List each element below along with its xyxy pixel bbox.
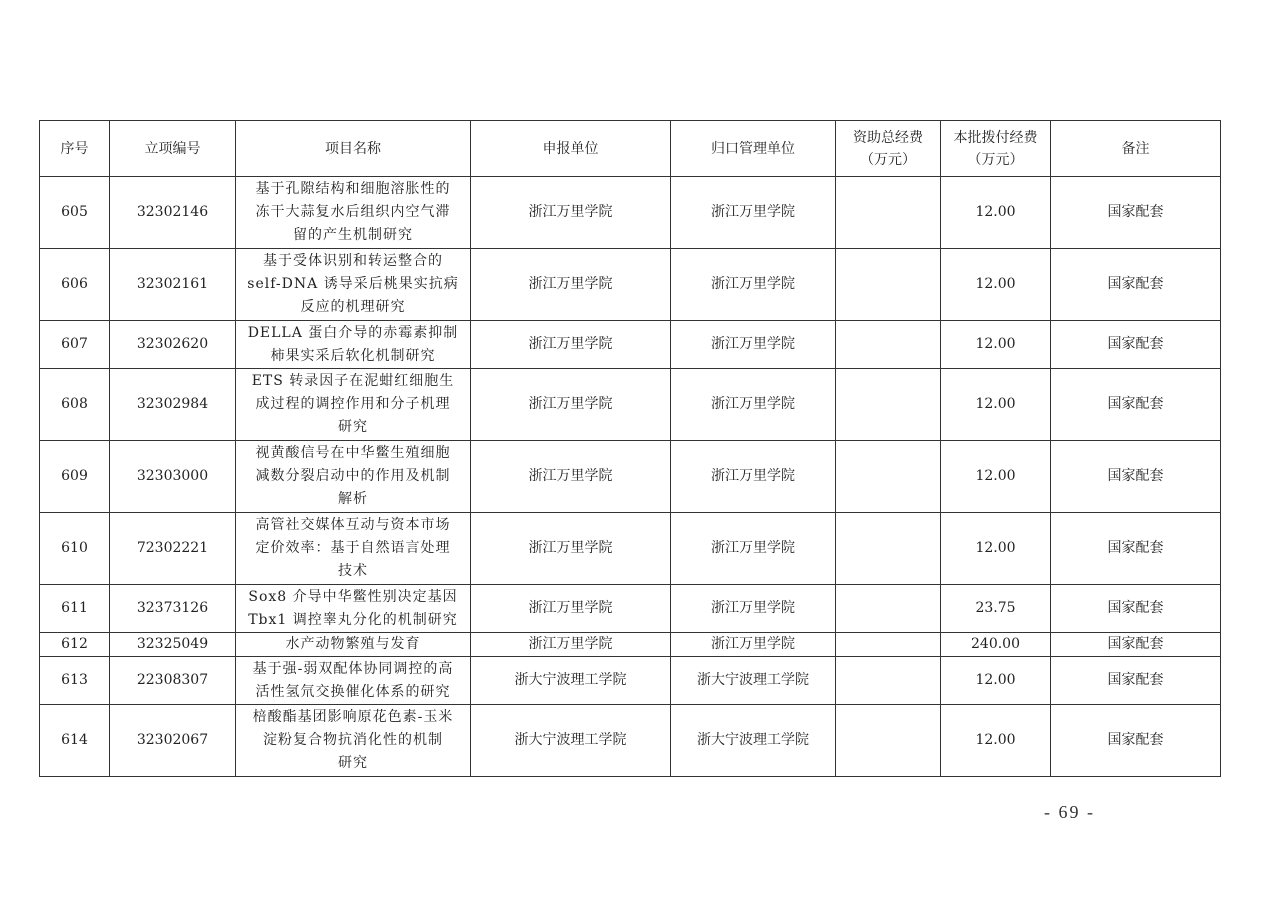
header-applicant: 申报单位	[471, 121, 671, 177]
cell-seq: 610	[40, 513, 110, 585]
project-name-line: 水产动物繁殖与发育	[285, 636, 421, 652]
cell-seq: 605	[40, 177, 110, 249]
cell-code: 72302221	[110, 513, 236, 585]
cell-code: 32302984	[110, 369, 236, 441]
cell-manager: 浙江万里学院	[671, 369, 836, 441]
cell-project-name	[236, 513, 471, 585]
project-name-line: self-DNA 诱导采后桃果实抗病	[247, 276, 459, 292]
cell-project-name	[236, 585, 471, 633]
cell-remark: 国家配套	[1051, 177, 1221, 249]
header-name: 项目名称	[236, 121, 471, 177]
cell-remark: 国家配套	[1051, 369, 1221, 441]
project-name-line: Tbx1 调控睾丸分化的机制研究	[248, 611, 458, 628]
cell-seq: 608	[40, 369, 110, 441]
table-row	[40, 369, 1221, 441]
header-seq: 序号	[40, 121, 110, 177]
cell-applicant: 浙江万里学院	[471, 585, 671, 633]
header-manager: 归口管理单位	[671, 121, 836, 177]
cell-code: 32325049	[110, 633, 236, 657]
cell-total-fund	[836, 513, 941, 585]
project-name-line: DELLA 蛋白介导的赤霉素抑制	[247, 324, 459, 341]
project-name-line: 柿果实采后软化机制研究	[270, 347, 436, 364]
project-name-line: 成过程的调控作用和分子机理	[255, 396, 451, 412]
cell-batch-fund: 12.00	[941, 177, 1051, 249]
cell-batch-fund: 240.00	[941, 633, 1051, 657]
page-number: - 69 -	[1044, 802, 1095, 822]
cell-remark: 国家配套	[1051, 633, 1221, 657]
cell-total-fund	[836, 657, 941, 705]
header-batch-fund	[941, 121, 1051, 177]
cell-total-fund	[836, 585, 941, 633]
project-name-line: 留的产生机制研究	[293, 227, 413, 243]
table-row	[40, 657, 1221, 705]
cell-code: 32302146	[110, 177, 236, 249]
cell-code: 32302161	[110, 249, 236, 321]
table-row	[40, 633, 1221, 657]
project-name-line: 基于孔隙结构和细胞溶胀性的	[255, 181, 451, 197]
project-name-line: 基于受体识别和转运整合的	[263, 253, 443, 269]
cell-project-name	[236, 369, 471, 441]
cell-seq: 607	[40, 321, 110, 369]
cell-manager: 浙江万里学院	[671, 321, 836, 369]
header-total-fund-line2: （万元）	[860, 151, 916, 168]
project-name-line: 研究	[338, 419, 368, 435]
project-name-line: 高管社交媒体互动与资本市场	[255, 517, 451, 533]
project-name-line: 淀粉复合物抗消化性的机制	[263, 732, 443, 748]
cell-batch-fund: 12.00	[941, 705, 1051, 777]
cell-seq: 609	[40, 441, 110, 513]
project-name-line: ETS 转录因子在泥蚶红细胞生	[251, 373, 455, 389]
cell-seq: 611	[40, 585, 110, 633]
cell-project-name	[236, 441, 471, 513]
cell-project-name	[236, 657, 471, 705]
header-batch-fund-line1: 本批拨付经费	[953, 129, 1038, 146]
cell-manager: 浙江万里学院	[671, 249, 836, 321]
cell-seq: 606	[40, 249, 110, 321]
cell-applicant: 浙大宁波理工学院	[471, 705, 671, 777]
cell-manager: 浙大宁波理工学院	[671, 705, 836, 777]
table-row	[40, 441, 1221, 513]
cell-project-name	[236, 705, 471, 777]
cell-manager: 浙大宁波理工学院	[671, 657, 836, 705]
project-name-line: 冻干大蒜复水后组织内空气滞	[255, 204, 451, 220]
cell-remark: 国家配套	[1051, 441, 1221, 513]
cell-project-name	[236, 249, 471, 321]
table-row	[40, 585, 1221, 633]
header-remark: 备注	[1051, 121, 1221, 177]
cell-project-name	[236, 177, 471, 249]
cell-code: 22308307	[110, 657, 236, 705]
cell-batch-fund: 12.00	[941, 321, 1051, 369]
cell-applicant: 浙江万里学院	[471, 321, 671, 369]
cell-batch-fund: 12.00	[941, 369, 1051, 441]
project-name-line: 解析	[338, 491, 368, 507]
header-batch-fund-line2: （万元）	[967, 151, 1024, 168]
cell-manager: 浙江万里学院	[671, 633, 836, 657]
cell-manager: 浙江万里学院	[671, 585, 836, 633]
header-code: 立项编号	[110, 121, 236, 177]
cell-applicant: 浙江万里学院	[471, 249, 671, 321]
header-row	[40, 121, 1221, 177]
project-name-line: 活性氢氘交换催化体系的研究	[255, 683, 451, 700]
cell-batch-fund: 12.00	[941, 513, 1051, 585]
table-row	[40, 321, 1221, 369]
cell-code: 32373126	[110, 585, 236, 633]
header-total-fund	[836, 121, 941, 177]
cell-manager: 浙江万里学院	[671, 441, 836, 513]
cell-code: 32302620	[110, 321, 236, 369]
cell-total-fund	[836, 705, 941, 777]
cell-remark: 国家配套	[1051, 321, 1221, 369]
cell-remark: 国家配套	[1051, 585, 1221, 633]
project-name-line: 视黄酸信号在中华鳖生殖细胞	[255, 445, 451, 461]
cell-total-fund	[836, 321, 941, 369]
cell-applicant: 浙江万里学院	[471, 177, 671, 249]
cell-applicant: 浙江万里学院	[471, 513, 671, 585]
cell-total-fund	[836, 441, 941, 513]
project-name-line: 技术	[338, 563, 368, 579]
cell-batch-fund: 12.00	[941, 441, 1051, 513]
cell-total-fund	[836, 177, 941, 249]
cell-batch-fund: 12.00	[941, 249, 1051, 321]
cell-seq: 614	[40, 705, 110, 777]
grant-table	[39, 120, 1221, 777]
cell-seq: 612	[40, 633, 110, 657]
cell-remark: 国家配套	[1051, 513, 1221, 585]
cell-applicant: 浙大宁波理工学院	[471, 657, 671, 705]
cell-code: 32302067	[110, 705, 236, 777]
cell-applicant: 浙江万里学院	[471, 633, 671, 657]
table-row	[40, 249, 1221, 321]
table-row	[40, 705, 1221, 777]
table-row	[40, 177, 1221, 249]
cell-applicant: 浙江万里学院	[471, 369, 671, 441]
cell-total-fund	[836, 369, 941, 441]
project-name-line: 基于强-弱双配体协同调控的高	[252, 660, 454, 677]
cell-project-name	[236, 633, 471, 657]
cell-remark: 国家配套	[1051, 249, 1221, 321]
cell-remark: 国家配套	[1051, 705, 1221, 777]
cell-seq: 613	[40, 657, 110, 705]
cell-batch-fund: 23.75	[941, 585, 1051, 633]
header-total-fund-line1: 资助总经费	[853, 129, 923, 146]
cell-total-fund	[836, 633, 941, 657]
project-name-line: 定价效率：基于自然语言处理	[255, 540, 451, 556]
project-name-line: 减数分裂启动中的作用及机制	[255, 468, 451, 484]
project-name-line: 研究	[338, 755, 368, 771]
cell-code: 32303000	[110, 441, 236, 513]
cell-manager: 浙江万里学院	[671, 513, 836, 585]
project-name-line: 反应的机理研究	[300, 299, 406, 315]
cell-remark: 国家配套	[1051, 657, 1221, 705]
cell-project-name	[236, 321, 471, 369]
project-name-line: 棓酸酯基团影响原花色素-玉米	[252, 709, 454, 725]
cell-manager: 浙江万里学院	[671, 177, 836, 249]
cell-applicant: 浙江万里学院	[471, 441, 671, 513]
cell-total-fund	[836, 249, 941, 321]
table-row	[40, 513, 1221, 585]
project-name-line: Sox8 介导中华鳖性别决定基因	[248, 588, 458, 605]
cell-batch-fund: 12.00	[941, 657, 1051, 705]
